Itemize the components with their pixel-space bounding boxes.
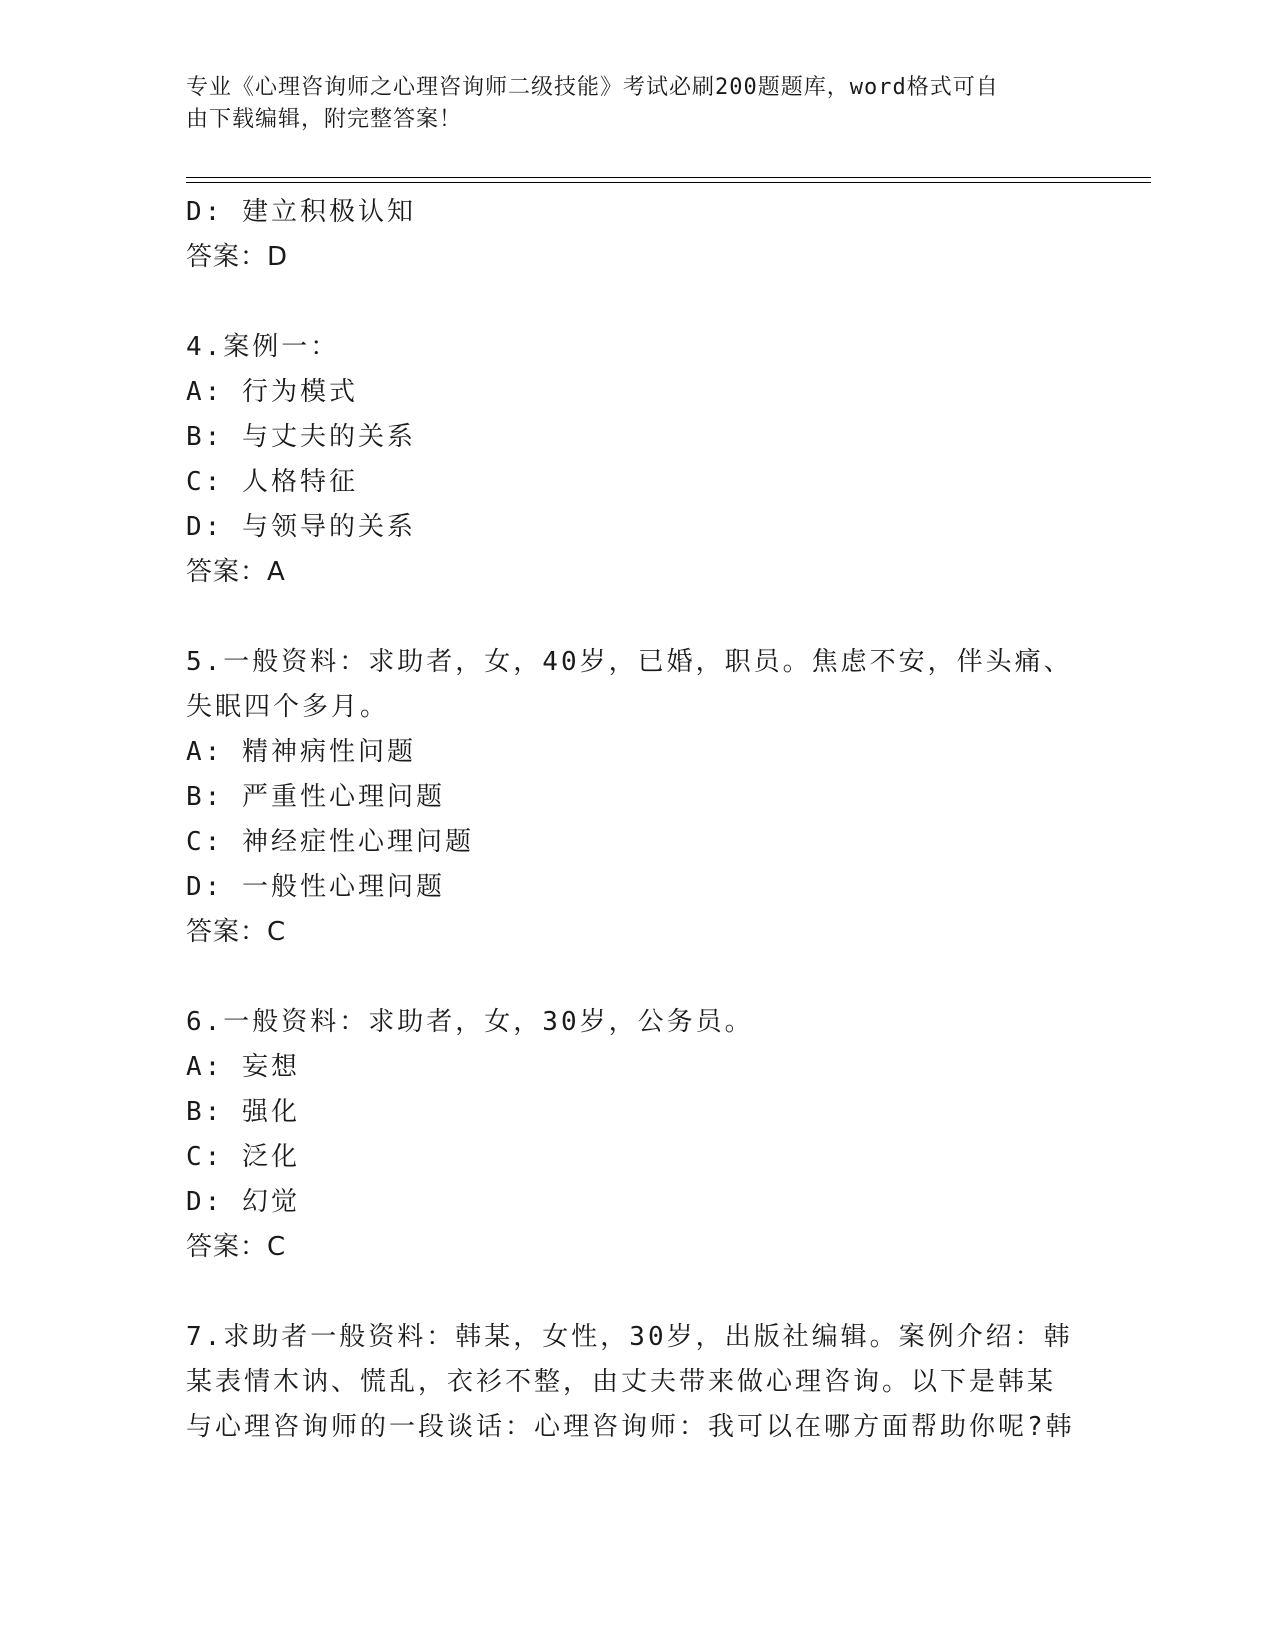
q3-answer: 答案：D <box>186 242 289 272</box>
spacer <box>186 1270 1086 1315</box>
q4-title: 4.案例一： <box>186 332 340 362</box>
document-header <box>186 72 1066 136</box>
q7-text-line-2: 某表情木讷、慌乱，衣衫不整，由丈夫带来做心理咨询。以下是韩某 <box>186 1367 1057 1397</box>
q6-option-d: D: 幻觉 <box>186 1187 300 1217</box>
q7-text-line-3: 与心理咨询师的一段谈话：心理咨询师：我可以在哪方面帮助你呢?韩 <box>186 1412 1075 1442</box>
q5-option-c: C: 神经症性心理问题 <box>186 827 474 857</box>
q7-text-line-1: 7.求助者一般资料：韩某，女性，30岁，出版社编辑。案例介绍：韩 <box>186 1322 1073 1352</box>
header-line-1: 专业《心理咨询师之心理咨询师二级技能》考试必刷200题题库，word格式可自 <box>186 75 999 100</box>
q5-option-d: D: 一般性心理问题 <box>186 872 445 902</box>
spacer <box>186 955 1086 1000</box>
q6-option-a: A: 妄想 <box>186 1052 300 1082</box>
q5-option-b: B: 严重性心理问题 <box>186 782 445 812</box>
q5-option-a: A: 精神病性问题 <box>186 737 416 767</box>
q5-title-line-1: 5.一般资料：求助者，女，40岁，已婚，职员。焦虑不安，伴头痛、 <box>186 647 1073 677</box>
q4-option-a: A: 行为模式 <box>186 377 358 407</box>
q4-option-b: B: 与丈夫的关系 <box>186 422 416 452</box>
q6-option-c: C: 泛化 <box>186 1142 300 1172</box>
q4-option-d: D: 与领导的关系 <box>186 512 416 542</box>
question-list <box>186 190 1086 1450</box>
q6-title: 6.一般资料：求助者，女，30岁，公务员。 <box>186 1007 754 1037</box>
q3-option-d: D: 建立积极认知 <box>186 197 416 227</box>
q5-answer: 答案：C <box>186 917 287 947</box>
spacer <box>186 280 1086 325</box>
q6-answer: 答案：C <box>186 1232 287 1262</box>
q6-option-b: B: 强化 <box>186 1097 300 1127</box>
q4-option-c: C: 人格特征 <box>186 467 358 497</box>
spacer <box>186 595 1086 640</box>
header-line-2: 由下载编辑，附完整答案！ <box>186 107 463 132</box>
header-rule-top <box>186 177 1151 178</box>
q5-title-line-2: 失眠四个多月。 <box>186 692 390 722</box>
q4-answer: 答案：A <box>186 557 286 587</box>
header-rule-bottom <box>186 182 1151 183</box>
